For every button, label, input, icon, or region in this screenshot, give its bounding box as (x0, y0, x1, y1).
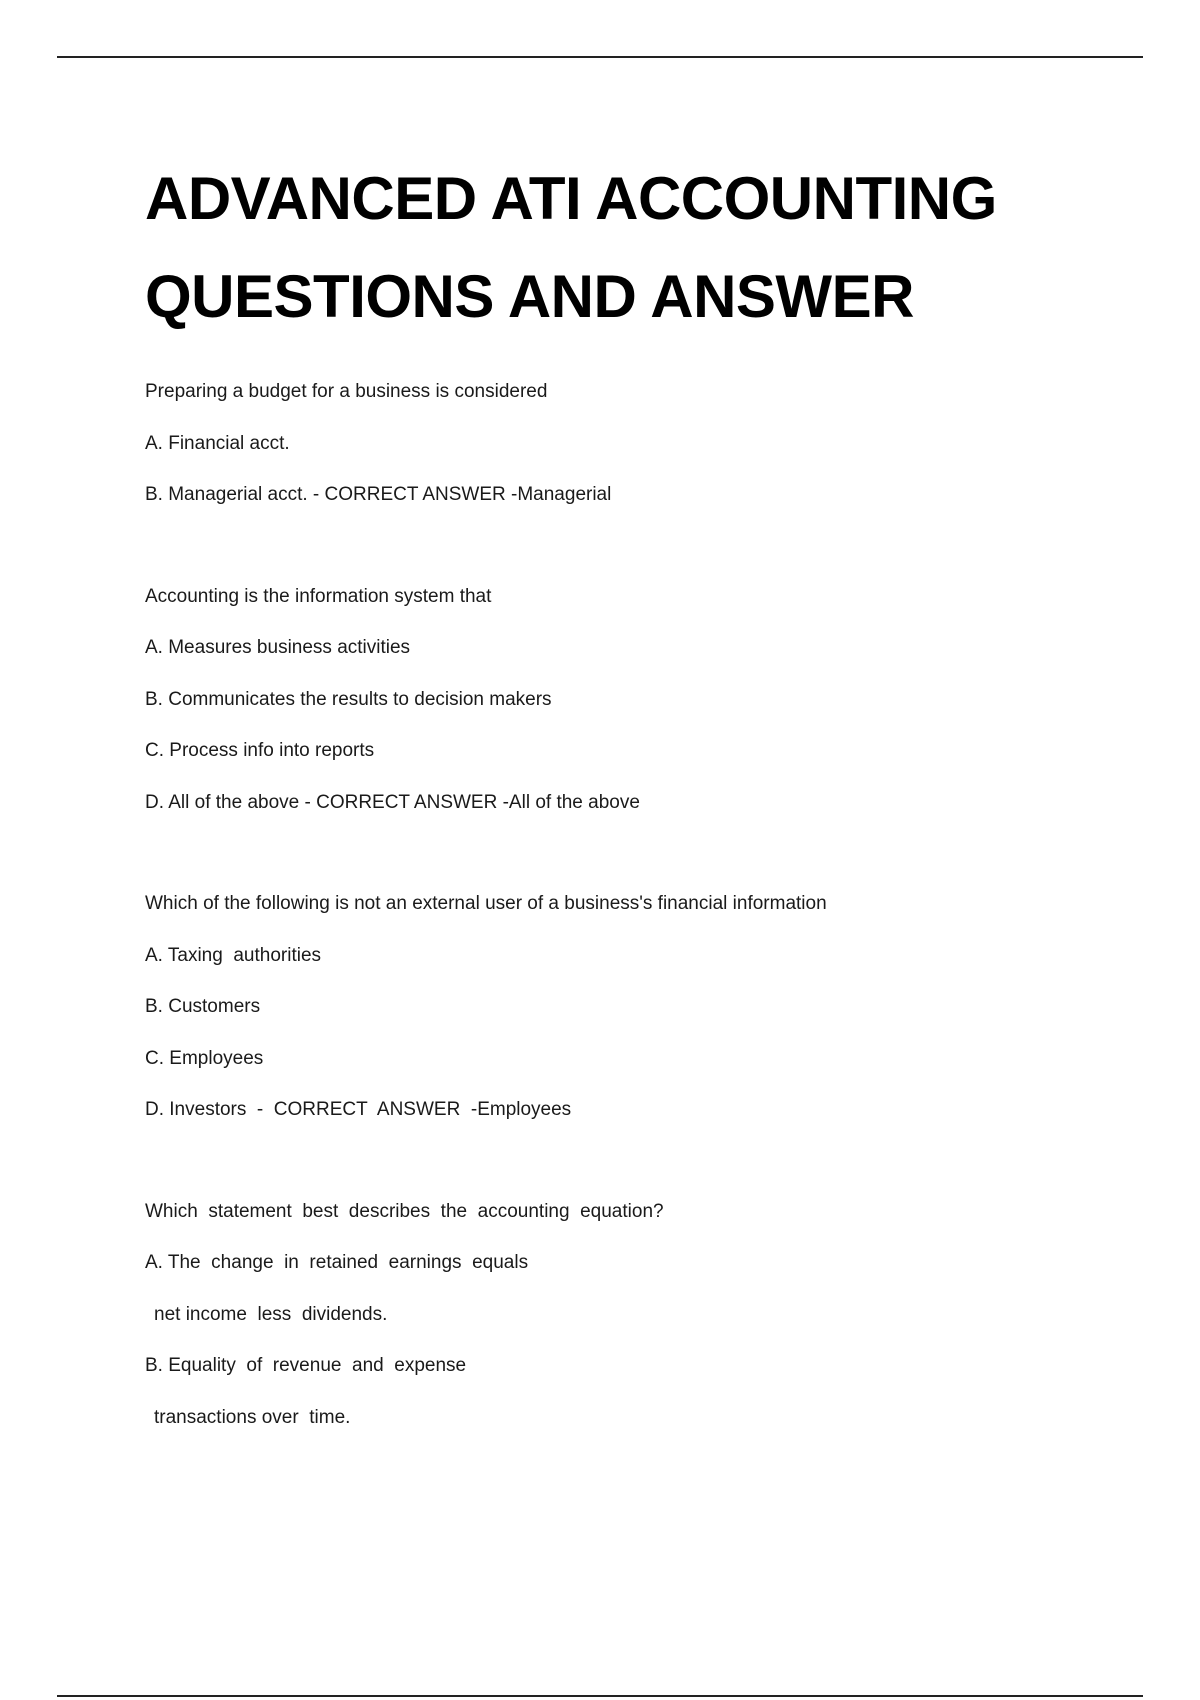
question-3 (145, 878, 1105, 1136)
answer-option-continued: net income less dividends. (154, 1303, 388, 1325)
answer-option: D. All of the above - CORRECT ANSWER -All of the above (145, 791, 640, 813)
title-line-1: ADVANCED ATI ACCOUNTING (145, 165, 997, 232)
answer-option: A. The change in retained earnings equals (145, 1252, 529, 1273)
answer-option: A. Financial acct. (145, 432, 290, 454)
answer-option: D. Investors - CORRECT ANSWER -Employees (145, 1099, 572, 1120)
answer-option: B. Managerial acct. - CORRECT ANSWER -Managerial (145, 484, 612, 505)
question-2 (145, 571, 1105, 829)
question-text: Accounting is the information system that (145, 585, 492, 607)
question-list (145, 366, 1105, 1443)
answer-option: A. Measures business activities (145, 637, 411, 658)
answer-option: C. Employees (145, 1047, 264, 1069)
document-title (145, 150, 997, 346)
question-1 (145, 366, 1105, 521)
answer-option: B. Customers (145, 996, 261, 1017)
question-text: Preparing a budget for a business is considered (145, 381, 548, 402)
bottom-rule (57, 1695, 1143, 1697)
top-rule (57, 56, 1143, 58)
answer-option: C. Process info into reports (145, 740, 375, 761)
question-4 (145, 1186, 1105, 1444)
answer-option: B. Communicates the results to decision makers (145, 688, 552, 710)
question-text: Which statement best describes the accounting equation? (145, 1200, 664, 1222)
answer-option-continued: transactions over time. (154, 1406, 351, 1428)
answer-option: B. Equality of revenue and expense (145, 1355, 467, 1376)
question-text: Which of the following is not an external user of a business's financial information (145, 893, 827, 914)
title-line-2: QUESTIONS AND ANSWER (145, 263, 914, 330)
answer-option: A. Taxing authorities (145, 944, 322, 966)
